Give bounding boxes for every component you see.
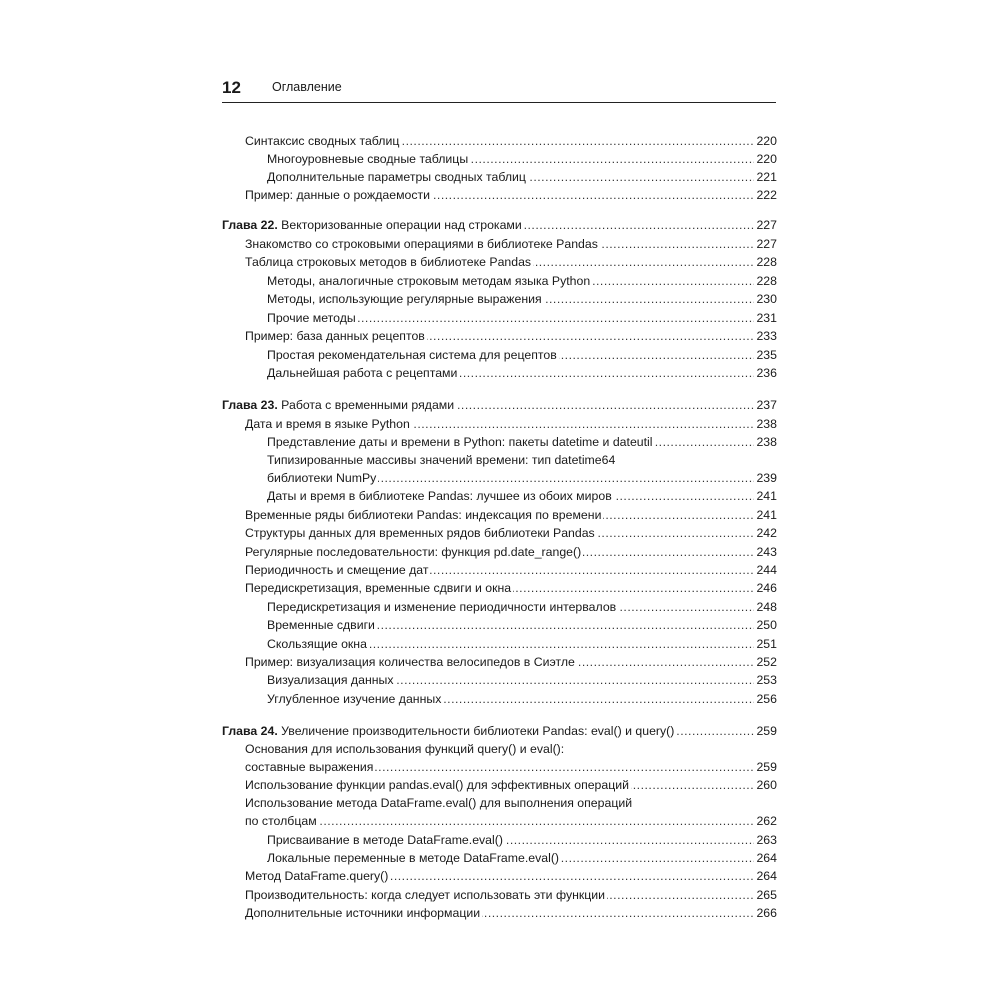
toc-page-number: 263 (756, 833, 777, 847)
toc-entry[interactable] (0, 777, 1000, 793)
toc-entry-title: библиотеки NumPy (267, 471, 377, 485)
toc-page-number: 241 (756, 489, 777, 503)
toc-page-number: 242 (756, 526, 777, 540)
toc-entry[interactable] (0, 328, 1000, 344)
toc-entry-first-line: Основания для использования функций query() и eval(): (245, 742, 565, 756)
toc-entry-title: Структуры данных для временных рядов библиотеки Pandas (245, 526, 595, 540)
toc-page-number: 246 (756, 581, 777, 595)
toc-page-number: 265 (756, 888, 777, 902)
toc-page-number: 239 (756, 471, 777, 485)
toc-entry[interactable] (0, 636, 1000, 652)
dot-leader (245, 813, 754, 829)
toc-page-number: 220 (756, 152, 777, 166)
toc-page-number: 228 (756, 255, 777, 269)
toc-entry[interactable] (0, 310, 1000, 326)
toc-entry-title: Использование функции pandas.eval() для эффективных операций (245, 778, 630, 792)
toc-page-number: 252 (756, 655, 777, 669)
toc-entry[interactable] (0, 169, 1000, 185)
toc-entry-title: Скользящие окна (267, 637, 367, 651)
toc-entry-title: Глава 22. Векторизованные операции над строками (222, 218, 522, 232)
toc-page-number: 241 (756, 508, 777, 522)
toc-entry[interactable] (0, 905, 1000, 921)
toc-entry[interactable] (0, 347, 1000, 363)
toc-entry-title: Временные ряды библиотеки Pandas: индексация по времени (245, 508, 602, 522)
toc-page-number: 220 (756, 134, 777, 148)
toc-entry[interactable] (0, 187, 1000, 203)
toc-entry-title: Многоуровневые сводные таблицы (267, 152, 469, 166)
toc-entry[interactable] (0, 832, 1000, 848)
toc-page-number: 248 (756, 600, 777, 614)
toc-entry-title: Представление даты и времени в Python: пакеты datetime и dateutil (267, 435, 653, 449)
toc-page-number: 221 (756, 170, 777, 184)
toc-entry-title: Пример: визуализация количества велосипедов в Сиэтле (245, 655, 575, 669)
toc-page-number: 227 (756, 237, 777, 251)
toc-entry[interactable] (0, 691, 1000, 707)
toc-page-number: 266 (756, 906, 777, 920)
toc-entry-title: Дальнейшая работа с рецептами (267, 366, 458, 380)
toc-entry-title: Методы, аналогичные строковым методам языка Python (267, 274, 591, 288)
toc-entry-title: Таблица строковых методов в библиотеке Pandas (245, 255, 532, 269)
toc-entry[interactable] (0, 236, 1000, 252)
toc-entry[interactable] (0, 291, 1000, 307)
toc-entry[interactable] (0, 470, 1000, 486)
toc-page-number: 250 (756, 618, 777, 632)
toc-page-number: 236 (756, 366, 777, 380)
toc-page-number: 235 (756, 348, 777, 362)
toc-chapter-entry[interactable] (0, 723, 1000, 739)
toc-page-number: 231 (756, 311, 777, 325)
toc-entry-title: Локальные переменные в методе DataFrame.eval() (267, 851, 560, 865)
toc-page-number: 243 (756, 545, 777, 559)
toc-entry[interactable] (0, 672, 1000, 688)
toc-entry[interactable] (0, 273, 1000, 289)
toc-entry-title: Передискретизация и изменение периодичности интервалов (267, 600, 617, 614)
chapter-label: Глава 23. (222, 398, 278, 412)
toc-entry[interactable] (0, 654, 1000, 670)
toc-page-number: 259 (756, 724, 777, 738)
toc-page-number: 264 (756, 851, 777, 865)
toc-page-number: 244 (756, 563, 777, 577)
toc-entry-title: Глава 23. Работа с временными рядами (222, 398, 455, 412)
toc-entry[interactable] (0, 133, 1000, 149)
toc-page-number: 237 (756, 398, 777, 412)
toc-page-number: 260 (756, 778, 777, 792)
toc-entry[interactable] (0, 562, 1000, 578)
toc-page-number: 233 (756, 329, 777, 343)
toc-entry[interactable] (0, 507, 1000, 523)
toc-chapter-entry[interactable] (0, 217, 1000, 233)
toc-page-number: 238 (756, 435, 777, 449)
toc-chapter-entry[interactable] (0, 397, 1000, 413)
toc-entry-title: Углубленное изучение данных (267, 692, 442, 706)
running-title: Оглавление (272, 80, 342, 94)
toc-page-number: 227 (756, 218, 777, 232)
toc-page-number: 256 (756, 692, 777, 706)
toc-entry[interactable] (0, 887, 1000, 903)
toc-entry-title: Пример: данные о рождаемости (245, 188, 431, 202)
toc-page-number: 262 (756, 814, 777, 828)
toc-entry-first-line: Типизированные массивы значений времени: тип datetime64 (267, 453, 616, 467)
toc-entry-title: Регулярные последовательности: функция pd.date_range() (245, 545, 582, 559)
toc-entry-title: Синтаксис сводных таблиц (245, 134, 400, 148)
toc-page-number: 253 (756, 673, 777, 687)
toc-entry[interactable] (0, 525, 1000, 541)
toc-entry-title: Передискретизация, временные сдвиги и окна (245, 581, 512, 595)
toc-entry[interactable] (0, 544, 1000, 560)
toc-entry-title: Прочие методы (267, 311, 356, 325)
toc-entry-title: Знакомство со строковыми операциями в библиотеке Pandas (245, 237, 598, 251)
toc-entry-title: Простая рекомендательная система для рецептов (267, 348, 557, 362)
toc-entry-title: Пример: база данных рецептов (245, 329, 425, 343)
toc-entry[interactable] (0, 850, 1000, 866)
toc-entry[interactable] (0, 868, 1000, 884)
toc-entry-first-line: Использование метода DataFrame.eval() для выполнения операций (245, 796, 633, 810)
toc-entry[interactable] (0, 151, 1000, 167)
chapter-label: Глава 24. (222, 724, 278, 738)
toc-entry-title: составные выражения (245, 760, 374, 774)
toc-entry[interactable] (0, 813, 1000, 829)
page-number: 12 (222, 78, 241, 97)
toc-entry[interactable] (0, 617, 1000, 633)
toc-entry[interactable] (0, 599, 1000, 615)
toc-page-number: 251 (756, 637, 777, 651)
toc-entry-title: Визуализация данных (267, 673, 394, 687)
toc-entry-title: Метод DataFrame.query() (245, 869, 389, 883)
toc-entry[interactable] (0, 488, 1000, 504)
toc-entry[interactable] (0, 434, 1000, 450)
toc-entry[interactable] (0, 416, 1000, 432)
toc-entry-title: Методы, использующие регулярные выражения (267, 292, 542, 306)
toc-entry-title: Дополнительные источники информации (245, 906, 481, 920)
toc-page-number: 230 (756, 292, 777, 306)
toc-entry-title: Глава 24. Увеличение производительности библиотеки Pandas: eval() и query() (222, 724, 675, 738)
toc-entry-title: Временные сдвиги (267, 618, 375, 632)
toc-entry[interactable] (0, 580, 1000, 596)
toc-entry[interactable] (0, 254, 1000, 270)
toc-page-number: 222 (756, 188, 777, 202)
toc-entry-title: Производительность: когда следует использовать эти функции (245, 888, 606, 902)
toc-entry-title: по столбцам (245, 814, 317, 828)
toc-entry-title: Присваивание в методе DataFrame.eval() (267, 833, 503, 847)
chapter-label: Глава 22. (222, 218, 278, 232)
toc-page-number: 259 (756, 760, 777, 774)
toc-entry[interactable] (0, 365, 1000, 381)
toc-page-number: 228 (756, 274, 777, 288)
toc-page-number: 264 (756, 869, 777, 883)
toc-entry-title: Даты и время в библиотеке Pandas: лучшее из обоих миров (267, 489, 612, 503)
toc-page-number: 238 (756, 417, 777, 431)
toc-entry[interactable] (0, 759, 1000, 775)
toc-entry-title: Периодичность и смещение дат (245, 563, 429, 577)
toc-entry-title: Дата и время в языке Python (245, 417, 410, 431)
toc-entry-title: Дополнительные параметры сводных таблиц (267, 170, 526, 184)
